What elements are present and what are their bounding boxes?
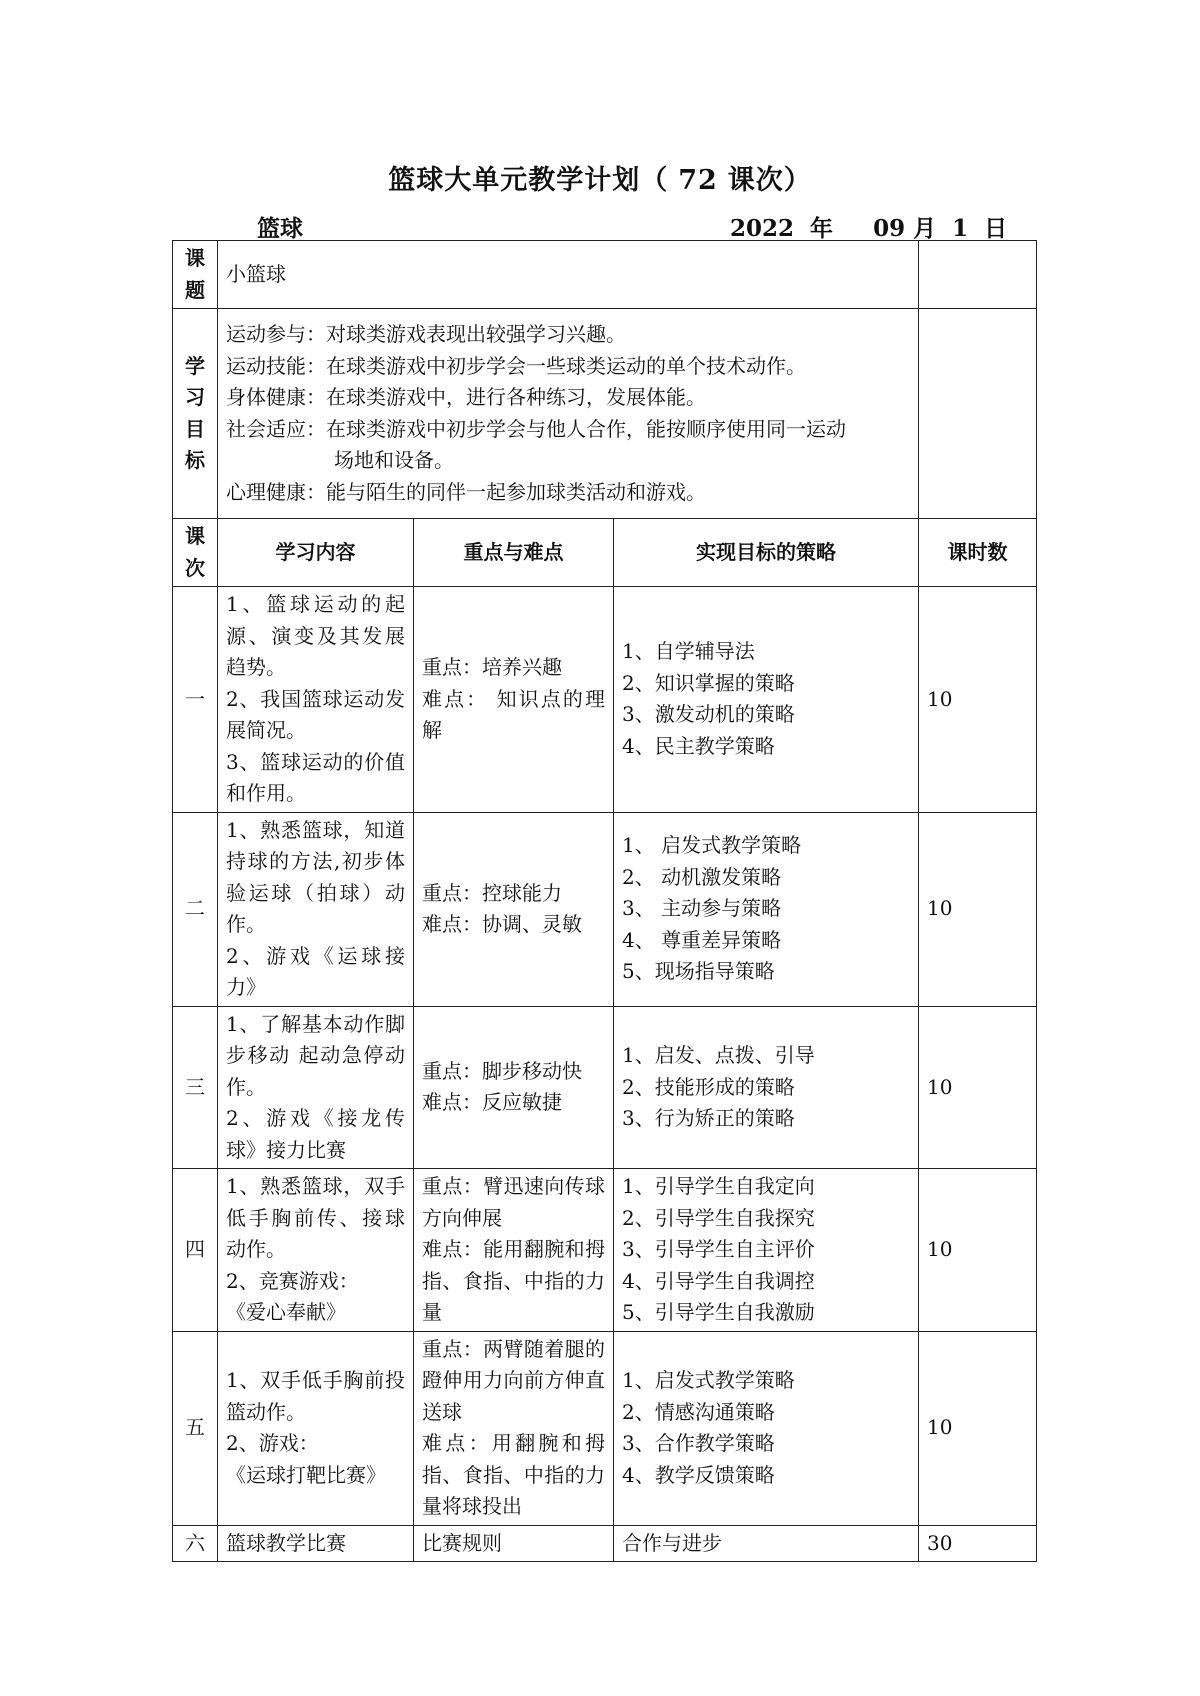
lesson-focus: 比赛规则 bbox=[414, 1525, 614, 1562]
lesson-number: 六 bbox=[173, 1525, 218, 1562]
lesson-focus: 重点：臂迅速向传球方向伸展 难点：能用翻腕和拇指、食指、中指的力量 bbox=[414, 1169, 614, 1332]
lesson-strategy: 合作与进步 bbox=[614, 1525, 919, 1562]
subject-label: 篮球 bbox=[257, 215, 303, 242]
lesson-strategy: 1、启发式教学策略 2、情感沟通策略 3、合作教学策略 4、教学反馈策略 bbox=[614, 1331, 919, 1525]
lesson-hours: 10 bbox=[919, 1006, 1037, 1169]
lesson-number: 二 bbox=[173, 812, 218, 1006]
topic-row bbox=[173, 241, 1037, 309]
lesson-hours: 30 bbox=[919, 1525, 1037, 1562]
lesson-content: 1、了解基本动作脚步移动 起动急停动作。 2、游戏《接龙传球》接力比赛 bbox=[218, 1006, 414, 1169]
topic-label: 课 题 bbox=[173, 241, 218, 309]
lesson-number: 五 bbox=[173, 1331, 218, 1525]
lesson-strategy: 1、启发、点拨、引导 2、技能形成的策略 3、行为矫正的策略 bbox=[614, 1006, 919, 1169]
lesson-strategy: 1、自学辅导法 2、知识掌握的策略 3、激发动机的策略 4、民主教学策略 bbox=[614, 587, 919, 813]
lesson-content: 1、双手低手胸前投篮动作。 2、游戏： 《运球打靶比赛》 bbox=[218, 1331, 414, 1525]
lesson-hours: 10 bbox=[919, 587, 1037, 813]
objective-item: 社会适应：在球类游戏中初步学会与他人合作，能按顺序使用同一运动 bbox=[226, 416, 846, 441]
col-header-content: 学习内容 bbox=[218, 519, 414, 587]
lesson-row-3 bbox=[173, 1006, 1037, 1169]
lesson-focus: 重点：脚步移动快 难点：反应敏捷 bbox=[414, 1006, 614, 1169]
lesson-row-4 bbox=[173, 1169, 1037, 1332]
objectives-label: 学 习 目 标 bbox=[173, 309, 218, 519]
lesson-row-6 bbox=[173, 1525, 1037, 1562]
lesson-strategy: 1、引导学生自我定向 2、引导学生自我探究 3、引导学生自主评价 4、引导学生自我调控 5、引导学生自我激励 bbox=[614, 1169, 919, 1332]
objective-item: 运动技能：在球类游戏中初步学会一些球类运动的单个技术动作。 bbox=[226, 353, 806, 378]
lesson-number: 三 bbox=[173, 1006, 218, 1169]
column-header-row bbox=[173, 519, 1037, 587]
plan-table bbox=[172, 240, 1037, 1562]
lesson-strategy: 1、 启发式教学策略 2、 动机激发策略 3、 主动参与策略 4、 尊重差异策略 5、现场指导策略 bbox=[614, 812, 919, 1006]
lesson-number: 四 bbox=[173, 1169, 218, 1332]
col-header-hours: 课时数 bbox=[919, 519, 1037, 587]
lesson-focus: 重点：培养兴趣 难点： 知识点的理解 bbox=[414, 587, 614, 813]
lesson-hours: 10 bbox=[919, 812, 1037, 1006]
page-title: 篮球大单元教学计划（ 72 课次） bbox=[388, 165, 812, 196]
lesson-content: 1、熟悉篮球，双手低手胸前传、接球动作。 2、竞赛游戏： 《爱心奉献》 bbox=[218, 1169, 414, 1332]
objective-item: 场地和设备。 bbox=[334, 448, 454, 472]
objectives-row bbox=[173, 309, 1037, 519]
lesson-row-2 bbox=[173, 812, 1037, 1006]
objective-item: 心理健康：能与陌生的同伴一起参加球类活动和游戏。 bbox=[226, 479, 706, 504]
lesson-row-5 bbox=[173, 1331, 1037, 1525]
objectives-list bbox=[218, 309, 919, 519]
objective-item: 身体健康：在球类游戏中，进行各种练习，发展体能。 bbox=[226, 385, 706, 409]
lesson-focus: 重点：两臂随着腿的蹬伸用力向前方伸直送球 难点：用翻腕和拇指、食指、中指的力量将球投出 bbox=[414, 1331, 614, 1525]
lesson-content: 1、篮球运动的起源、演变及其发展趋势。 2、我国篮球运动发展简况。 3、篮球运动的价值和作用。 bbox=[218, 587, 414, 813]
date-label: 2022 年 09 月 1 日 bbox=[730, 215, 1008, 242]
col-header-lesson: 课 次 bbox=[173, 519, 218, 587]
topic-empty-cell bbox=[919, 241, 1037, 309]
lesson-hours: 10 bbox=[919, 1169, 1037, 1332]
col-header-strategy: 实现目标的策略 bbox=[614, 519, 919, 587]
lesson-content: 1、熟悉篮球，知道持球的方法,初步体验运球（拍球）动作。 2、游戏《运球接力》 bbox=[218, 812, 414, 1006]
lesson-hours: 10 bbox=[919, 1331, 1037, 1525]
topic-value: 小篮球 bbox=[218, 241, 919, 309]
col-header-focus: 重点与难点 bbox=[414, 519, 614, 587]
objective-item: 运动参与：对球类游戏表现出较强学习兴趣。 bbox=[226, 322, 626, 346]
lesson-number: 一 bbox=[173, 587, 218, 813]
lesson-focus: 重点：控球能力 难点：协调、灵敏 bbox=[414, 812, 614, 1006]
objectives-empty-cell bbox=[919, 309, 1037, 519]
lesson-row-1 bbox=[173, 587, 1037, 813]
lesson-content: 篮球教学比赛 bbox=[218, 1525, 414, 1562]
